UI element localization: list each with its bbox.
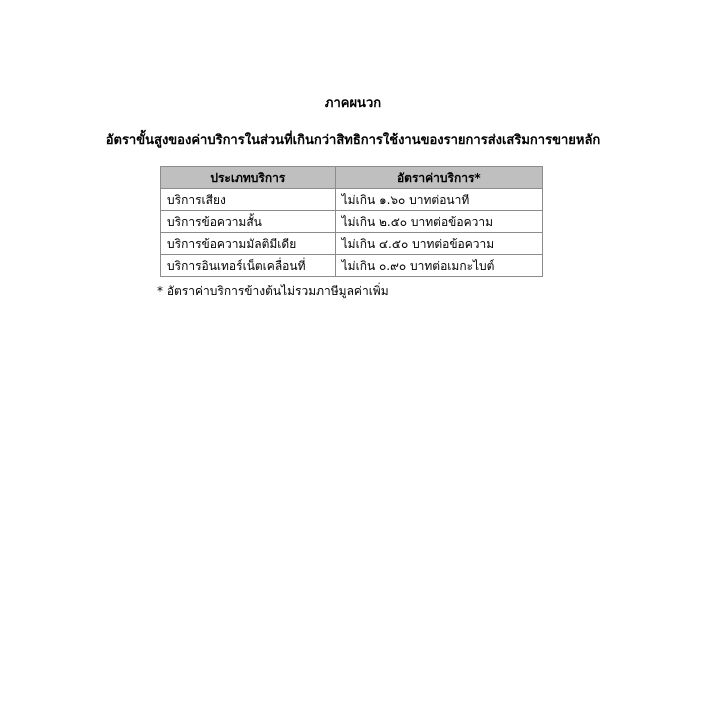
table-row (161, 189, 543, 211)
table-row (161, 255, 543, 277)
table-row (161, 211, 543, 233)
service-rates-table (160, 166, 543, 277)
service-rate-cell: ไม่เกิน ๑.๖๐ บาทต่อนาที (335, 189, 542, 211)
service-type-cell: บริการอินเทอร์เน็ตเคลื่อนที่ (161, 255, 336, 277)
table-header-row (161, 167, 543, 189)
appendix-title: ภาคผนวก (324, 96, 382, 111)
table-row (161, 233, 543, 255)
service-rate-cell: ไม่เกิน ๐.๙๐ บาทต่อเมกะไบต์ (335, 255, 542, 277)
section-title: อัตราขั้นสูงของค่าบริการในส่วนที่เกินกว่าสิทธิการใช้งานของรายการส่งเสริมการขายหลัก (105, 133, 601, 148)
service-rate-cell: ไม่เกิน ๔.๕๐ บาทต่อข้อความ (335, 233, 542, 255)
header-service-type: ประเภทบริการ (161, 167, 336, 189)
service-type-cell: บริการข้อความสั้น (161, 211, 336, 233)
service-type-cell: บริการเสียง (161, 189, 336, 211)
header-service-rate: อัตราค่าบริการ* (335, 167, 542, 189)
service-type-cell: บริการข้อความมัลติมีเดีย (161, 233, 336, 255)
footnote: * อัตราค่าบริการข้างต้นไม่รวมภาษีมูลค่าเพิ่ม (157, 284, 389, 298)
service-rate-cell: ไม่เกิน ๒.๕๐ บาทต่อข้อความ (335, 211, 542, 233)
